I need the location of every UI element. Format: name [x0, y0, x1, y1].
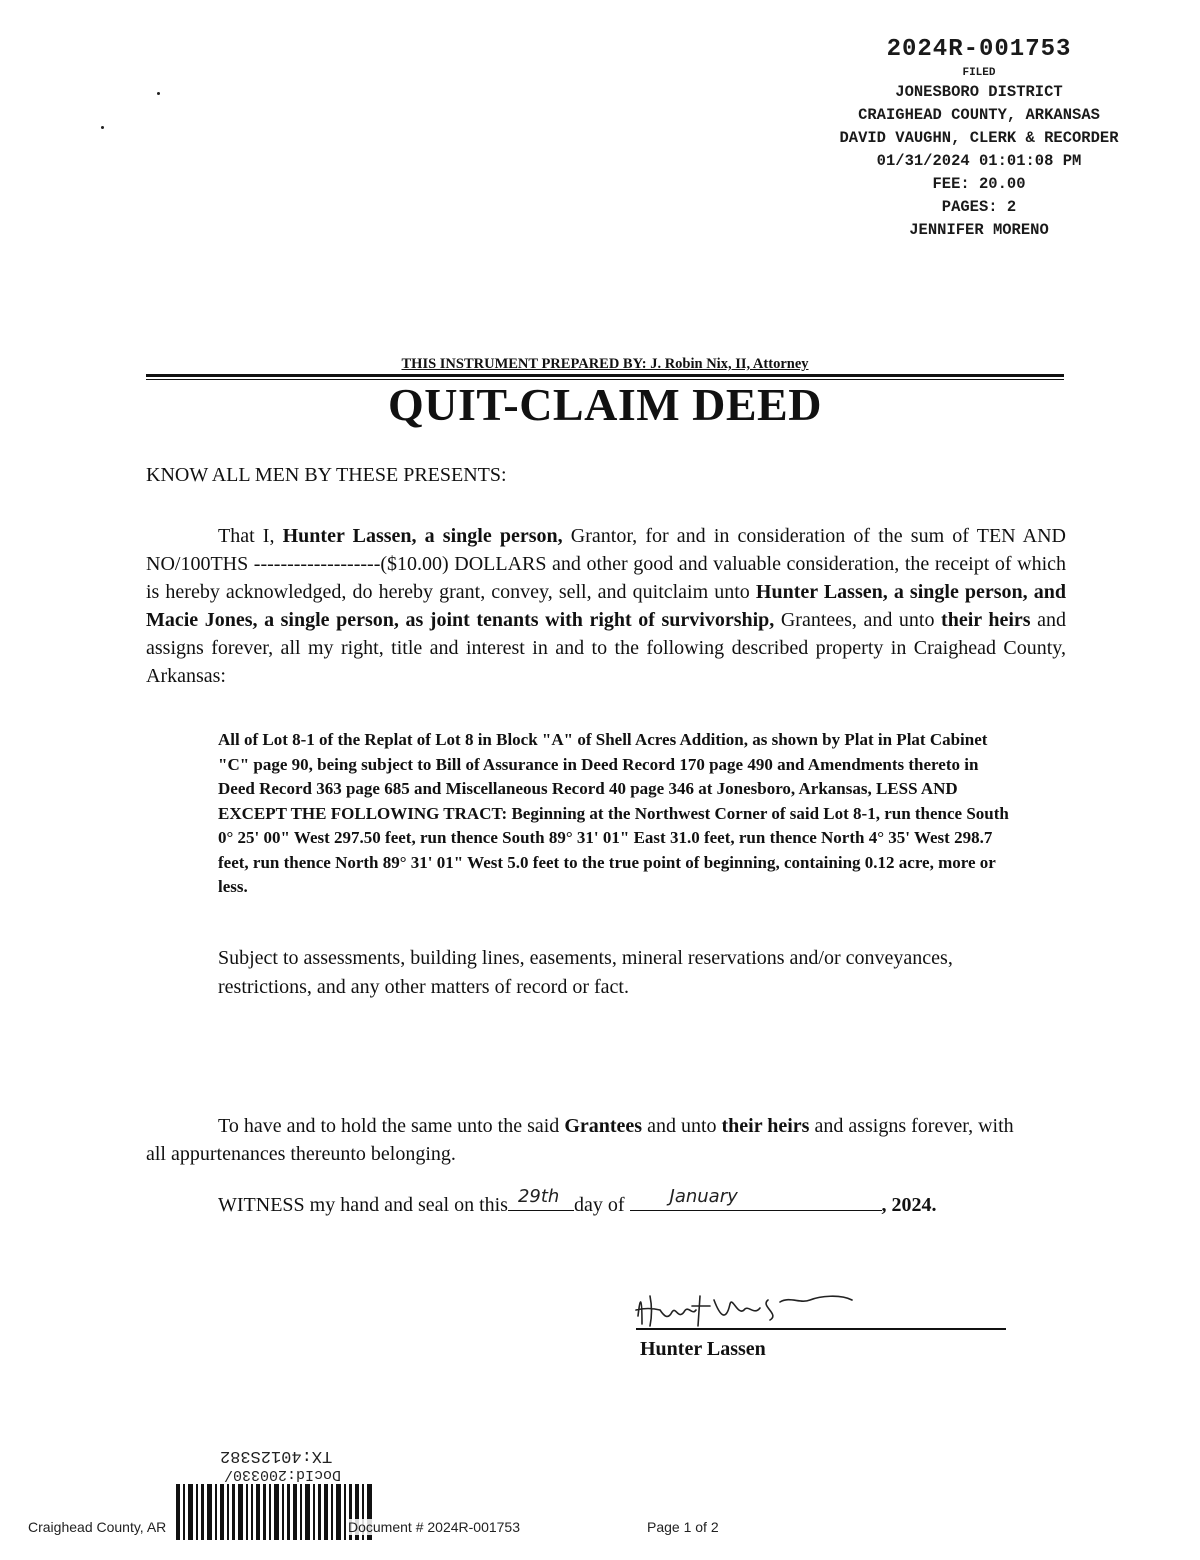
handwritten-month: January — [669, 1186, 738, 1207]
signature — [630, 1286, 860, 1334]
footer-page-number: Page 1 of 2 — [647, 1519, 719, 1535]
stamp-clerk-name: JENNIFER MORENO — [909, 221, 1049, 239]
subject-to-clause: Subject to assessments, building lines, easements, mineral reservations and/or conveyances, restrictions, and any other matters of record or fact. — [218, 947, 953, 998]
prepared-by: THIS INSTRUMENT PREPARED BY: J. Robin Nix, II, Attorney — [401, 356, 809, 372]
legal-description: All of Lot 8-1 of the Replat of Lot 8 in Block "A" of Shell Acres Addition, as shown by Plat in Plat Cabinet "C" page 90, being subject to Bill of Assurance in Deed Record 170 page 490 and Amendments thereto in Deed Record 363 page 685 and Miscellaneous Record 40 page 346 at Jonesboro, Arkansas, LESS AND EXCEPT THE FOLLOWING TRACT: Beginning at the Northwest Corner of said Lot 8-1, run thence South 0° 25' 00" West 297.50 feet, run thence South 89° 31' 01" East 31.0 feet, run thence North 4° 35' West 298.7 feet, run thence North 89° 31' 01" West 5.0 feet to the true point of beginning, containing 0.12 acre, more or less. — [218, 730, 1009, 896]
stamp-county: CRAIGHEAD COUNTY, ARKANSAS — [858, 106, 1100, 124]
granting-clause: That I, Hunter Lassen, a single person, Grantor, for and in consideration of the sum of TEN AND NO/100THS -------------------($10.00) DOLLARS and other good and valuable consideration, the receipt of which is hereby acknowledged, do hereby grant, convey, sell, and quitclaim unto Hunter Lassen, a single person, and Macie Jones, a single person, as joint tenants with right of survivorship, Grantees, and unto their heirs and assigns forever, all my right, title and interest in and to the following described property in Craighead County, Arkansas: — [146, 525, 1067, 687]
footer-county: Craighead County, AR — [28, 1519, 167, 1535]
stamp-fee: FEE: 20.00 — [932, 175, 1026, 193]
handwritten-day: 29th — [517, 1186, 560, 1207]
instrument-number: 2024R-001753 — [886, 36, 1072, 63]
document-title: QUIT-CLAIM DEED — [388, 379, 822, 430]
stamp-clerk: DAVID VAUGHN, CLERK & RECORDER — [839, 129, 1119, 147]
month-field — [630, 1186, 882, 1211]
stamp-pages: PAGES: 2 — [941, 198, 1017, 216]
signer-name: Hunter Lassen — [640, 1338, 766, 1360]
stamp-district: JONESBORO DISTRICT — [895, 83, 1063, 101]
scan-speck — [101, 126, 104, 129]
divider-rule — [146, 374, 1064, 377]
filed-label: FILED — [962, 67, 996, 79]
opening-line: KNOW ALL MEN BY THESE PRESENTS: — [146, 464, 507, 486]
scan-speck — [157, 92, 160, 95]
stamp-datetime: 01/31/2024 01:01:08 PM — [876, 152, 1082, 170]
day-field — [508, 1186, 574, 1211]
filing-stamp — [800, 36, 1158, 242]
signature-line — [636, 1328, 1006, 1330]
habendum-clause: To have and to hold the same unto the said Grantees and unto their heirs and assigns forever, with all appurtenances thereunto belonging. — [146, 1115, 1014, 1165]
footer-document-number: Document # 2024R-001753 — [348, 1519, 521, 1535]
doc-id-code: DocId:200330/ — [224, 1466, 342, 1483]
witness-line: WITNESS my hand and seal on this 29th day of January , 2024. — [218, 1186, 937, 1216]
tx-code: TX:4012S382 — [220, 1446, 333, 1465]
